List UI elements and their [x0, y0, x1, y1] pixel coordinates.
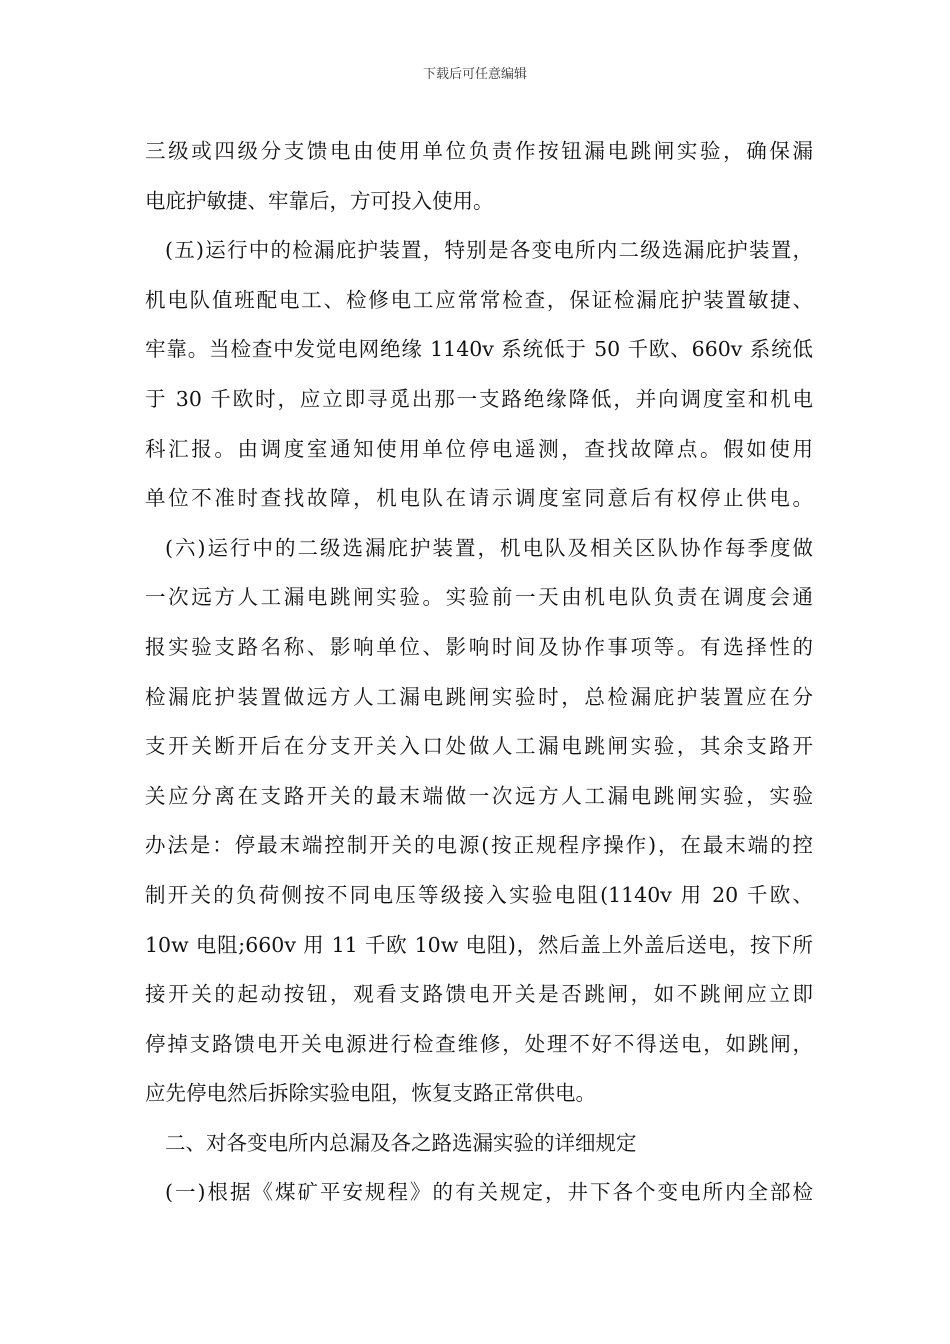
text-line: (一)根据《煤矿平安规程》的有关规定，井下各个变电所内全部检	[165, 1180, 813, 1205]
text-line: (六)运行中的二级选漏庇护装置，机电队及相关区队协作每季度做	[165, 535, 813, 560]
text-line: 支开关断开后在分支开关入口处做人工漏电跳闸实验，其余支路开	[145, 734, 813, 759]
text-line: 关应分离在支路开关的最末端做一次远方人工漏电跳闸实验，实验	[145, 783, 813, 808]
page-header: 下载后可任意编辑	[422, 67, 527, 82]
text-line: 三级或四级分支馈电由使用单位负责作按钮漏电跳闸实验，确保漏	[145, 139, 813, 163]
text-line: 单位不准时查找故障，机电队在请示调度室同意后有权停止供电。	[145, 486, 813, 511]
text-line: 制开关的负荷侧按不同电压等级接入实验电阻(1140v 用 20 千欧、	[145, 882, 813, 907]
text-line: 接开关的起动按钮，观看支路馈电开关是否跳闸，如不跳闸应立即	[145, 982, 813, 1007]
section-heading: 二、对各变电所内总漏及各之路选漏实验的详细规定	[165, 1130, 637, 1155]
text-line: 10w 电阻;660v 用 11 千欧 10w 电阻)，然后盖上外盖后送电，按下所	[145, 932, 813, 957]
text-line: (五)运行中的检漏庇护装置，特别是各变电所内二级选漏庇护装置，	[165, 238, 813, 263]
text-line: 牢靠。当检查中发觉电网绝缘 1140v 系统低于 50 千欧、660v 系统低	[145, 337, 813, 362]
text-line: 一次远方人工漏电跳闸实验。实验前一天由机电队负责在调度会通	[145, 585, 813, 610]
text-line: 电庇护敏捷、牢靠后，方可投入使用。	[145, 188, 494, 213]
text-line: 科汇报。由调度室通知使用单位停电遥测，查找故障点。假如使用	[145, 436, 813, 461]
text-line: 机电队值班配电工、检修电工应常常检查，保证检漏庇护装置敏捷、	[145, 287, 813, 312]
text-line: 停掉支路馈电开关电源进行检查维修，处理不好不得送电，如跳闸，	[145, 1031, 813, 1056]
document-body	[145, 127, 813, 1218]
text-line: 检漏庇护装置做远方人工漏电跳闸实验时，总检漏庇护装置应在分	[145, 684, 813, 709]
text-line: 报实验支路名称、影响单位、影响时间及协作事项等。有选择性的	[145, 634, 813, 659]
text-line: 于 30 千欧时，应立即寻觅出那一支路绝缘降低，并向调度室和机电	[145, 386, 813, 411]
text-line: 应先停电然后拆除实验电阻，恢复支路正常供电。	[145, 1081, 596, 1106]
text-line: 办法是：停最末端控制开关的电源(按正规程序操作)，在最末端的控	[145, 833, 813, 858]
